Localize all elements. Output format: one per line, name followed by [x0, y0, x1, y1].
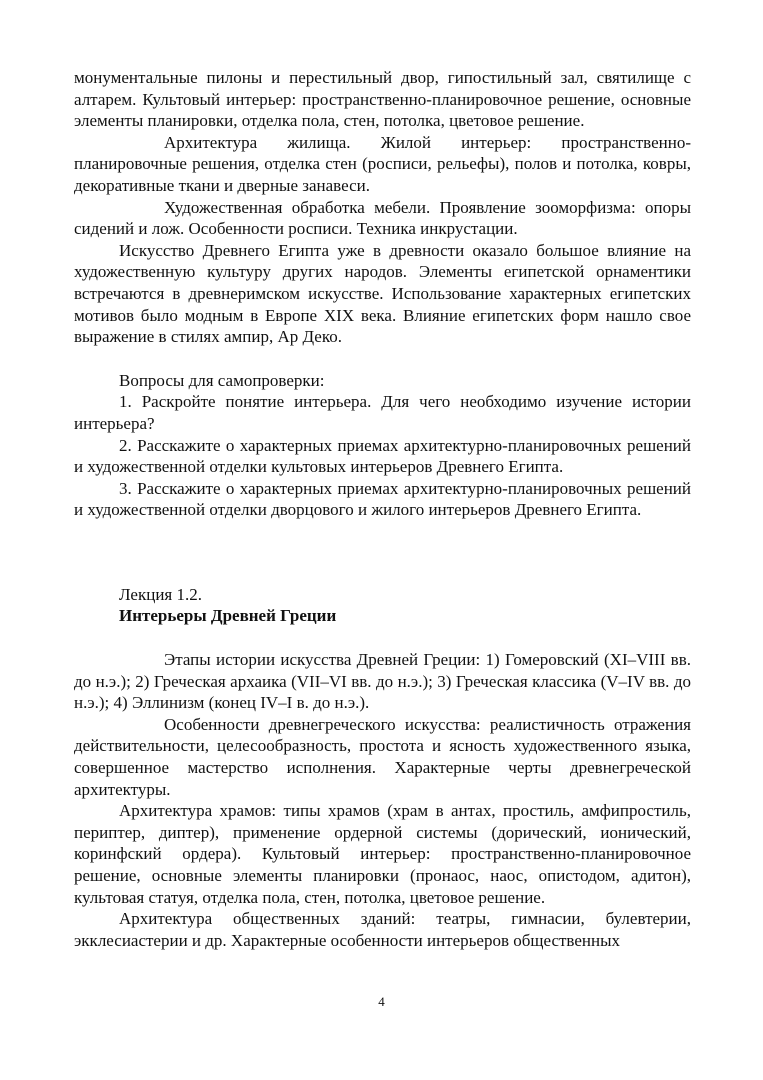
spacer	[74, 627, 691, 649]
paragraph-egypt-dwelling: Архитектура жилища. Жилой интерьер: пространственно-планировочные решения, отделка стен (росписи, рельефы), полов и потолка, ковры, декоративные ткани и дверные занавеси.	[74, 132, 691, 195]
paragraph-greece-features: Особенности древнегреческого искусства: реалистичность отражения действительности, целесообразность, простота и ясность художественного языка, совершенное мастерство исполнения. Характерные черты древнегреческой архитектуры.	[74, 714, 691, 799]
paragraph-greece-temples: Архитектура храмов: типы храмов (храм в антах, простиль, амфипростиль, периптер, диптер), применение ордерной системы (дорический, ионический, коринфский ордера). Культовый интерьер: пространственно-планировочное решение, основные элементы планировки (пронаос, наос, опистодом, адитон), культовая статуя, отделка пола, стен, потолка, цветовое решение.	[74, 801, 691, 907]
question-item: 3. Расскажите о характерных приемах архитектурно-планировочных решений и художественной отделки дворцового и жилого интерьеров Древнего Египта.	[74, 478, 691, 520]
questions-heading: Вопросы для самопроверки:	[119, 370, 325, 390]
lecture-title: Интерьеры Древней Греции	[119, 606, 337, 626]
spacer	[74, 348, 691, 370]
paragraph-greece-public: Архитектура общественных зданий: театры, гимнасии, булевтерии, экклесиастерии и др. Характерные особенности интерьеров общественных	[74, 909, 691, 950]
spacer	[74, 521, 691, 584]
lecture-number: Лекция 1.2.	[119, 584, 202, 604]
page-body	[74, 67, 691, 951]
paragraph-egypt-temple: монументальные пилоны и перестильный двор, гипостильный зал, святилище с алтарем. Культовый интерьер: пространственно-планировочное решение, основные элементы планировки, отделка пола, стен, потолка, цветовое решение.	[74, 68, 691, 131]
question-item: 2. Расскажите о характерных приемах архитектурно-планировочных решений и художественной отделки культовых интерьеров Древнего Египта.	[74, 435, 691, 477]
page-number: 4	[378, 994, 385, 1009]
paragraph-greece-stages: Этапы истории искусства Древней Греции: 1) Гомеровский (XI–VIII вв. до н.э.); 2) Греческая архаика (VII–VI вв. до н.э.); 3) Греческая классика (V–IV вв. до н.э.); 4) Эллинизм (конец IV–I в. до н.э.).	[74, 650, 691, 713]
question-item: 1. Раскройте понятие интерьера. Для чего необходимо изучение истории интерьера?	[74, 392, 691, 433]
paragraph-egypt-influence: Искусство Древнего Египта уже в древности оказало большое влияние на художественную культуру других народов. Элементы египетской орнаментики встречаются в древнеримском искусстве. Использование характерных египетских мотивов было модным в Европе XIX века. Влияние египетских форм нашло свое выражение в стилях ампир, Ар Деко.	[74, 240, 691, 347]
paragraph-egypt-furniture: Художественная обработка мебели. Проявление зооморфизма: опоры сидений и лож. Особенности росписи. Техника инкрустации.	[74, 197, 691, 239]
